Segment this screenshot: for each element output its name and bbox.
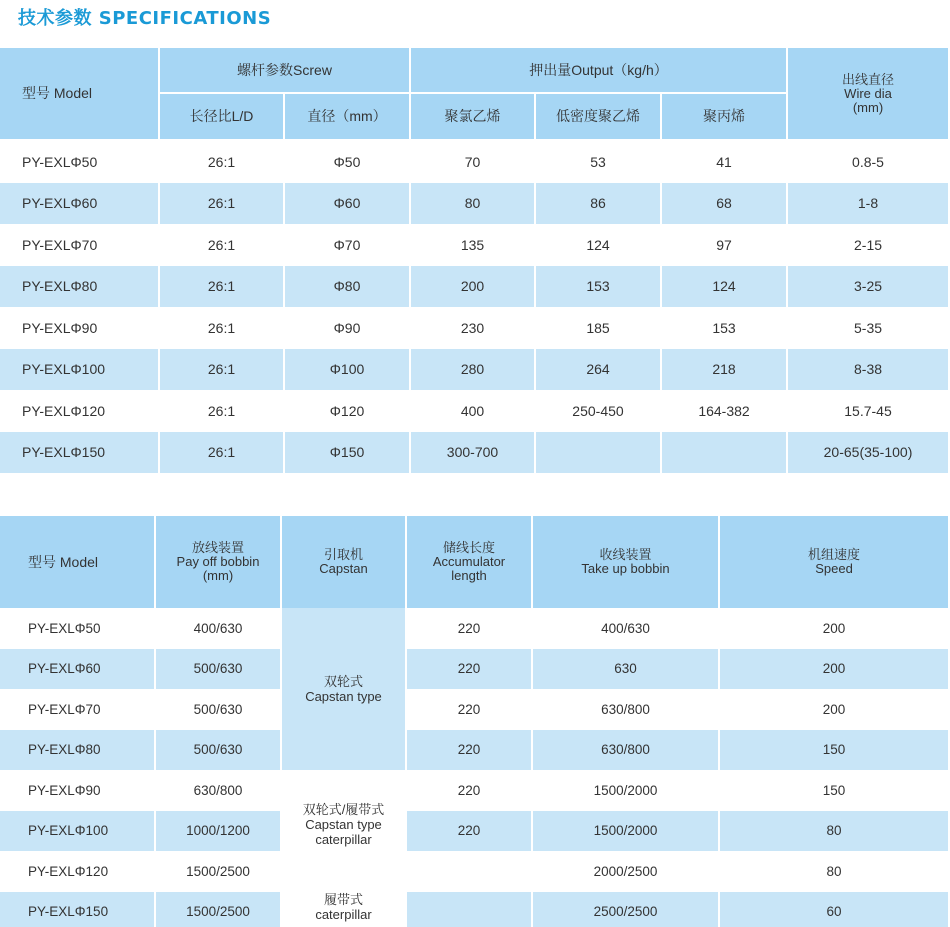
header-acc-en1: Accumulator (432, 554, 506, 569)
capstan-group-en: Capstan type (305, 689, 382, 704)
table-row (0, 307, 950, 349)
takeup-cell: 400/630 (533, 608, 720, 649)
takeup-cell: 2500/2500 (533, 892, 720, 927)
table-row (0, 141, 950, 183)
diameter-cell: Φ50 (285, 141, 411, 183)
header-speed-en: Speed (815, 561, 853, 576)
wire-dia-cell: 0.8-5 (788, 141, 950, 183)
header-speed-cn: 机组速度 (807, 547, 860, 562)
pvc-output-cell: 230 (411, 307, 536, 349)
header-wire-en: Wire dia (844, 85, 892, 101)
pp-output-cell: 41 (662, 141, 788, 183)
wire-dia-cell: 2-15 (788, 224, 950, 266)
header-acc-en2: length (451, 568, 487, 583)
table-row (0, 183, 950, 225)
capstan-group-cell (282, 851, 407, 927)
payoff-cell: 500/630 (156, 649, 282, 690)
model-cell: PY-EXLΦ150 (0, 892, 156, 927)
model-cell: PY-EXLΦ120 (0, 851, 156, 892)
accumulator-cell: 220 (407, 770, 533, 811)
takeup-cell: 1500/2000 (533, 811, 720, 852)
table-row (0, 851, 950, 892)
accumulator-cell (407, 851, 533, 892)
table-row (0, 892, 950, 927)
ld-cell: 26:1 (160, 141, 285, 183)
accumulator-cell: 220 (407, 811, 533, 852)
header-pp: 聚丙烯 (662, 94, 788, 141)
header-capstan-en: Capstan (319, 561, 368, 576)
speed-cell: 80 (720, 811, 950, 852)
pvc-output-cell: 135 (411, 224, 536, 266)
header-takeup-cn: 收线装置 (599, 547, 652, 562)
header-output: 押出量Output（kg/h） (411, 48, 788, 94)
model-cell: PY-EXLΦ80 (0, 730, 156, 771)
ld-cell: 26:1 (160, 390, 285, 432)
line-components-table (0, 516, 950, 927)
capstan-group-cn: 履带式 (323, 892, 363, 907)
takeup-cell: 630 (533, 649, 720, 690)
header-payoff-en: Pay off bobbin (176, 554, 260, 569)
header-acc-cn: 储线长度 (442, 540, 495, 555)
speed-cell: 200 (720, 608, 950, 649)
header-wire-unit: (mm) (852, 99, 884, 115)
wire-dia-cell: 15.7-45 (788, 390, 950, 432)
table-row (0, 608, 950, 649)
table-row (0, 689, 950, 730)
header-payoff-cn: 放线装置 (191, 540, 244, 555)
ld-cell: 26:1 (160, 349, 285, 391)
table-row (0, 730, 950, 771)
capstan-group-en: caterpillar (315, 832, 372, 847)
table-row (0, 266, 950, 308)
header-pvc: 聚氯乙烯 (411, 94, 536, 141)
header-model: 型号 Model (0, 48, 160, 141)
takeup-cell: 630/800 (533, 730, 720, 771)
ldpe-output-cell: 185 (536, 307, 662, 349)
speed-cell: 80 (720, 851, 950, 892)
ld-cell: 26:1 (160, 224, 285, 266)
ldpe-output-cell: 124 (536, 224, 662, 266)
ld-cell: 26:1 (160, 266, 285, 308)
speed-cell: 60 (720, 892, 950, 927)
diameter-cell: Φ60 (285, 183, 411, 225)
ldpe-output-cell: 53 (536, 141, 662, 183)
pvc-output-cell: 300-700 (411, 432, 536, 474)
pp-output-cell (662, 432, 788, 474)
pvc-output-cell: 400 (411, 390, 536, 432)
payoff-cell: 630/800 (156, 770, 282, 811)
speed-cell: 200 (720, 689, 950, 730)
capstan-group-en: Capstan type (305, 817, 382, 832)
capstan-group-cn: 双轮式/履带式 (302, 802, 385, 817)
accumulator-cell (407, 892, 533, 927)
header-accumulator (407, 516, 533, 608)
diameter-cell: Φ80 (285, 266, 411, 308)
model-cell: PY-EXLΦ150 (0, 432, 160, 474)
pp-output-cell: 68 (662, 183, 788, 225)
header-capstan (282, 516, 407, 608)
model-cell: PY-EXLΦ60 (0, 183, 160, 225)
ldpe-output-cell (536, 432, 662, 474)
capstan-group-cell (282, 608, 407, 770)
diameter-cell: Φ70 (285, 224, 411, 266)
payoff-cell: 1000/1200 (156, 811, 282, 852)
ld-cell: 26:1 (160, 183, 285, 225)
header-screw: 螺杆参数Screw (160, 48, 411, 94)
payoff-cell: 400/630 (156, 608, 282, 649)
header-wire-cn: 出线直径 (842, 71, 895, 87)
table-row (0, 224, 950, 266)
speed-cell: 200 (720, 649, 950, 690)
model-cell: PY-EXLΦ90 (0, 307, 160, 349)
capstan-group-cn: 双轮式 (323, 674, 363, 689)
table-row (0, 432, 950, 474)
table-row (0, 649, 950, 690)
model-cell: PY-EXLΦ90 (0, 770, 156, 811)
model-cell: PY-EXLΦ100 (0, 349, 160, 391)
takeup-cell: 630/800 (533, 689, 720, 730)
table-row (0, 770, 950, 811)
payoff-cell: 500/630 (156, 689, 282, 730)
header-payoff (156, 516, 282, 608)
pp-output-cell: 153 (662, 307, 788, 349)
speed-cell: 150 (720, 730, 950, 771)
header-speed (720, 516, 950, 608)
wire-dia-cell: 3-25 (788, 266, 950, 308)
wire-dia-cell: 1-8 (788, 183, 950, 225)
header-wire-dia (788, 48, 950, 141)
model-cell: PY-EXLΦ60 (0, 649, 156, 690)
header-payoff-unit: (mm) (202, 568, 234, 583)
ld-cell: 26:1 (160, 432, 285, 474)
wire-dia-cell: 5-35 (788, 307, 950, 349)
ldpe-output-cell: 153 (536, 266, 662, 308)
diameter-cell: Φ90 (285, 307, 411, 349)
model-cell: PY-EXLΦ70 (0, 224, 160, 266)
model-cell: PY-EXLΦ50 (0, 141, 160, 183)
header-takeup (533, 516, 720, 608)
model-cell: PY-EXLΦ120 (0, 390, 160, 432)
pvc-output-cell: 280 (411, 349, 536, 391)
capstan-group-cell (282, 770, 407, 851)
wire-dia-cell: 20-65(35-100) (788, 432, 950, 474)
page-title: 技术参数 SPECIFICATIONS (18, 8, 272, 29)
payoff-cell: 500/630 (156, 730, 282, 771)
screw-output-table (0, 48, 950, 473)
diameter-cell: Φ150 (285, 432, 411, 474)
accumulator-cell: 220 (407, 649, 533, 690)
wire-dia-cell: 8-38 (788, 349, 950, 391)
payoff-cell: 1500/2500 (156, 892, 282, 927)
header-ldpe: 低密度聚乙烯 (536, 94, 662, 141)
pp-output-cell: 124 (662, 266, 788, 308)
pvc-output-cell: 200 (411, 266, 536, 308)
model-cell: PY-EXLΦ80 (0, 266, 160, 308)
pp-output-cell: 164-382 (662, 390, 788, 432)
takeup-cell: 1500/2000 (533, 770, 720, 811)
header-capstan-cn: 引取机 (323, 547, 363, 562)
model-cell: PY-EXLΦ50 (0, 608, 156, 649)
ldpe-output-cell: 264 (536, 349, 662, 391)
diameter-cell: Φ120 (285, 390, 411, 432)
model-cell: PY-EXLΦ100 (0, 811, 156, 852)
accumulator-cell: 220 (407, 689, 533, 730)
pvc-output-cell: 70 (411, 141, 536, 183)
capstan-group-en: caterpillar (315, 907, 372, 922)
header-ld: 长径比L/D (160, 94, 285, 141)
pvc-output-cell: 80 (411, 183, 536, 225)
takeup-cell: 2000/2500 (533, 851, 720, 892)
speed-cell: 150 (720, 770, 950, 811)
diameter-cell: Φ100 (285, 349, 411, 391)
pp-output-cell: 97 (662, 224, 788, 266)
table-row (0, 390, 950, 432)
pp-output-cell: 218 (662, 349, 788, 391)
model-cell: PY-EXLΦ70 (0, 689, 156, 730)
header-model: 型号 Model (0, 516, 156, 608)
ldpe-output-cell: 86 (536, 183, 662, 225)
accumulator-cell: 220 (407, 730, 533, 771)
ldpe-output-cell: 250-450 (536, 390, 662, 432)
header-takeup-en: Take up bobbin (581, 561, 670, 576)
table-row (0, 349, 950, 391)
header-diameter: 直径（mm） (285, 94, 411, 141)
payoff-cell: 1500/2500 (156, 851, 282, 892)
ld-cell: 26:1 (160, 307, 285, 349)
table-row (0, 811, 950, 852)
accumulator-cell: 220 (407, 608, 533, 649)
